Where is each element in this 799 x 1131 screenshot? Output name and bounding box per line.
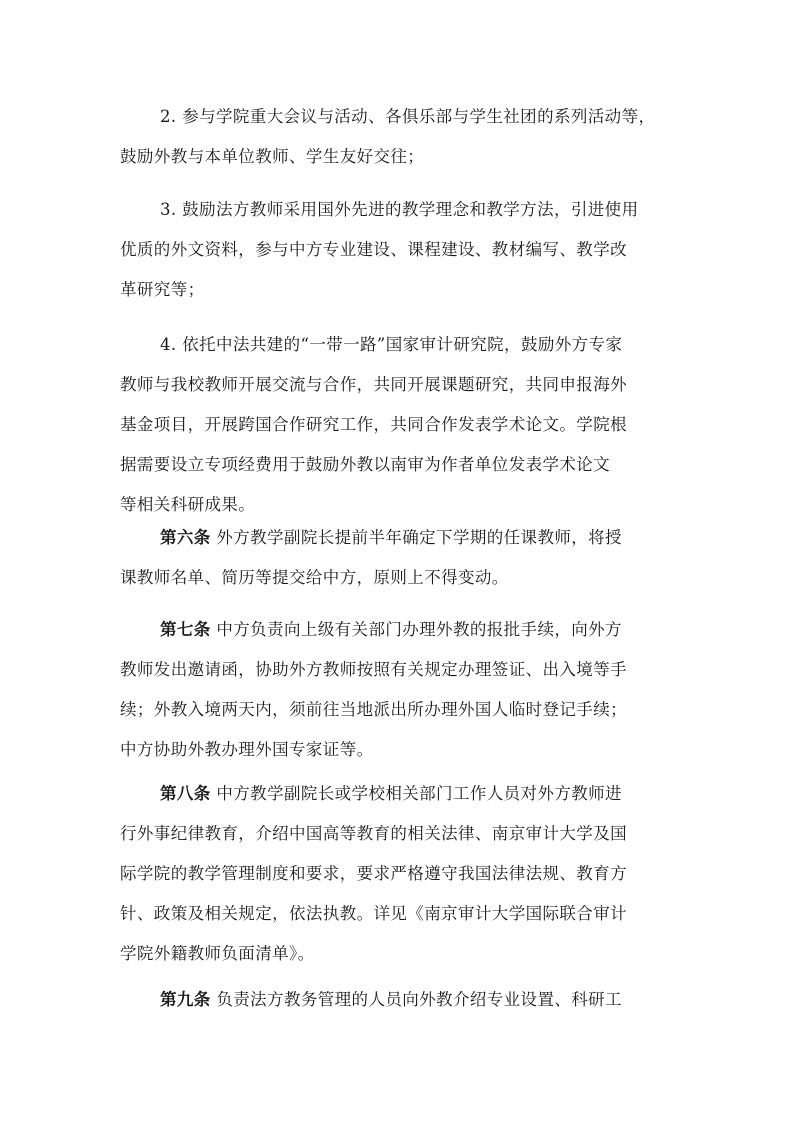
article-8 — [120, 774, 680, 974]
article-text: 外方教学副院长提前半年确定下学期的任课教师，将授 — [210, 528, 622, 547]
text-line: 续；外教入境两天内，须前往当地派出所办理外国人临时登记手续； — [120, 700, 627, 719]
text-line: 际学院的教学管理制度和要求，要求严格遵守我国法律法规、教育方 — [120, 864, 627, 883]
article-9 — [120, 980, 680, 1020]
text-line: 学院外籍教师负面清单》。 — [120, 944, 315, 963]
paragraph-item-3 — [120, 190, 680, 310]
article-title: 第九条 — [160, 990, 211, 1009]
article-first-line — [120, 774, 680, 814]
text-line: 革研究等； — [120, 280, 205, 299]
article-title: 第六条 — [160, 528, 211, 547]
article-text: 负责法方教务管理的人员向外教介绍专业设置、科研工 — [210, 990, 622, 1009]
article-7 — [120, 610, 680, 770]
article-title: 第七条 — [160, 620, 211, 639]
text-line: 4. 依托中法共建的“一带一路”国家审计研究院，鼓励外方专家 — [160, 335, 623, 354]
text-line: 中方协助外教办理外国专家证等。 — [120, 740, 374, 759]
article-first-line — [120, 980, 680, 1020]
paragraph-item-4 — [120, 325, 680, 525]
paragraph-item-2 — [120, 97, 680, 177]
text-line: 针、政策及相关规定，依法执教。详见《南京审计大学国际联合审计 — [120, 904, 627, 923]
article-first-line — [120, 610, 680, 650]
text-line: 3. 鼓励法方教师采用国外先进的教学理念和教学方法，引进使用 — [160, 200, 639, 219]
text-line: 课教师名单、简历等提交给中方，原则上不得变动。 — [120, 568, 509, 587]
article-title: 第八条 — [160, 784, 211, 803]
text-line: 优质的外文资料，参与中方专业建设、课程建设、教材编写、教学改 — [120, 240, 627, 259]
article-text: 中方负责向上级有关部门办理外教的报批手续，向外方 — [210, 620, 622, 639]
article-first-line — [120, 518, 680, 558]
text-line: 行外事纪律教育，介绍中国高等教育的相关法律、南京审计大学及国 — [120, 824, 627, 843]
text-line: 教师与我校教师开展交流与合作，共同开展课题研究，共同申报海外 — [120, 375, 627, 394]
text-line: 2. 参与学院重大会议与活动、各俱乐部与学生社团的系列活动等， — [160, 107, 656, 126]
text-line: 鼓励外教与本单位教师、学生友好交往； — [120, 147, 425, 166]
article-text: 中方教学副院长或学校相关部门工作人员对外方教师进 — [210, 784, 622, 803]
text-line: 等相关科研成果。 — [120, 495, 256, 514]
text-line: 教师发出邀请函，协助外方教师按照有关规定办理签证、出入境等手 — [120, 660, 627, 679]
article-6 — [120, 518, 680, 598]
text-line: 据需要设立专项经费用于鼓励外教以南审为作者单位发表学术论文 — [120, 455, 611, 474]
text-line: 基金项目，开展跨国合作研究工作，共同合作发表学术论文。学院根 — [120, 415, 627, 434]
